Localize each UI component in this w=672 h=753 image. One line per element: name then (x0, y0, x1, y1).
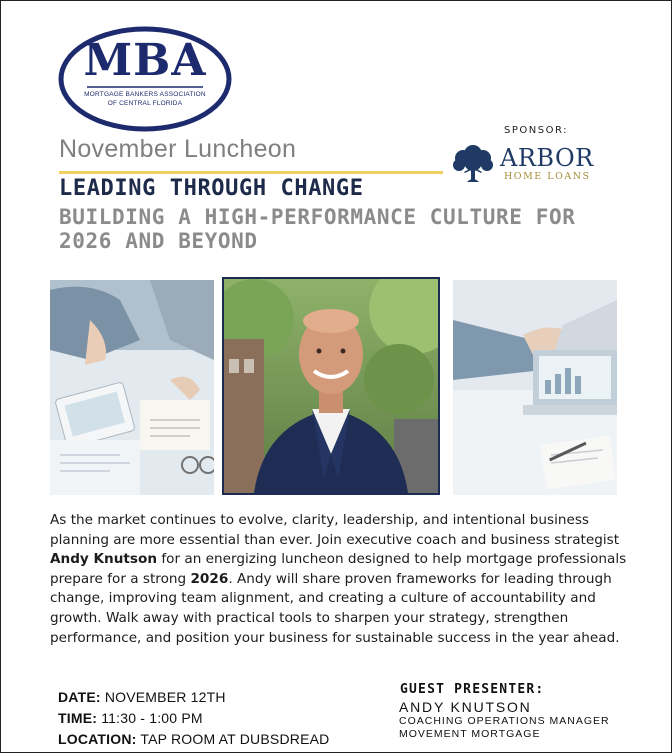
time-row (58, 708, 329, 729)
sponsor-name: ARBOR (500, 144, 594, 172)
time-label: TIME: (58, 710, 98, 726)
time-value: 11:30 - 1:00 PM (97, 710, 203, 726)
guest-presenter-role: COACHING OPERATIONS MANAGER (399, 715, 610, 727)
description-part-3: . Andy will share proven frameworks for leading through change, improving team alignment, and creating a culture of accountability and growth. Walk away with practical tools to sharpen your strategy, strengthen performance, and position your business for sustainable success in the year ahead. (50, 570, 620, 646)
location-value: TAP ROOM AT DUBSDREAD (136, 731, 330, 747)
sponsor-subname: HOME LOANS (504, 171, 591, 182)
event-details (58, 687, 329, 750)
presenter-portrait-photo (222, 277, 440, 495)
logo-subtitle-2: OF CENTRAL FLORIDA (107, 100, 183, 107)
mba-logo (57, 25, 233, 133)
sponsor-label: SPONSOR: (504, 125, 568, 136)
event-description (50, 511, 630, 648)
guest-presenter-label: GUEST PRESENTER: (400, 682, 545, 697)
date-value: NOVEMBER 12TH (100, 689, 226, 705)
description-year: 2026 (190, 570, 229, 587)
business-meeting-photo (50, 280, 214, 495)
event-subtitle: BUILDING A HIGH-PERFORMANCE CULTURE FOR 2026 AND BEYOND (59, 205, 576, 254)
description-part-1: As the market continues to evolve, clarity, leadership, and intentional business planning are more essential than ever. Join executive coach and business strategist (50, 512, 620, 548)
tree-icon (450, 142, 496, 186)
guest-presenter-name: ANDY KNUTSON (399, 699, 532, 715)
description-part-2: for an energizing luncheon designed to help mortgage professionals prepare for a strong (50, 551, 627, 587)
gold-divider (59, 171, 443, 174)
logo-subtitle-1: MORTGAGE BANKERS ASSOCIATION (84, 91, 206, 98)
date-label: DATE: (58, 689, 101, 705)
handshake-photo (453, 280, 617, 495)
logo-title: MBA (83, 35, 207, 86)
guest-presenter-company: MOVEMENT MORTGAGE (399, 728, 541, 740)
date-row (58, 687, 329, 708)
event-name: November Luncheon (59, 135, 297, 163)
event-title: LEADING THROUGH CHANGE (59, 176, 364, 201)
location-label: LOCATION: (58, 731, 137, 747)
location-row (58, 729, 329, 750)
description-presenter: Andy Knutson (50, 551, 158, 568)
